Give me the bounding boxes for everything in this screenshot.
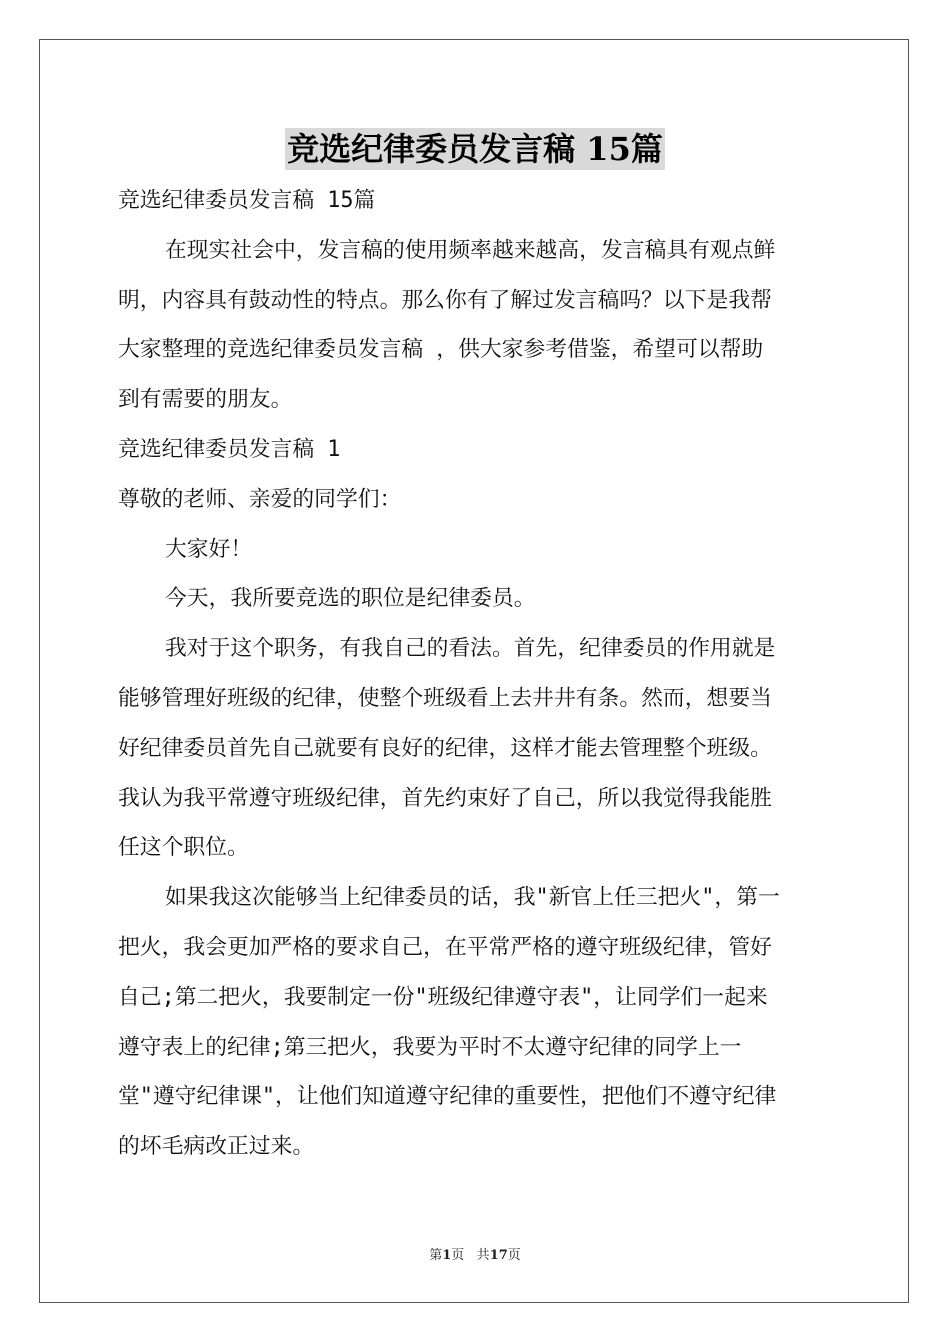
document-title: 竞选纪律委员发言稿 15篇 [287, 130, 663, 168]
body-line: 遵守表上的纪律;第三把火，我要为平时不太遵守纪律的同学上一 [118, 1034, 742, 1060]
document-body [118, 176, 834, 1172]
total-pages: 17 [489, 1248, 508, 1263]
salutation-line: 尊敬的老师、亲爱的同学们： [118, 486, 402, 512]
body-line: 堂"遵守纪律课"，让他们知道遵守纪律的重要性，把他们不遵守纪律 [118, 1084, 777, 1110]
intro-line: 到有需要的朋友。 [118, 387, 293, 413]
intro-line: 大家整理的竞选纪律委员发言稿 ，供大家参考借鉴，希望可以帮助 [118, 337, 764, 363]
body-line: 自己;第二把火，我要制定一份"班级纪律遵守表"，让同学们一起来 [118, 984, 768, 1010]
total-prefix: 共 [476, 1248, 490, 1263]
page-label: 页 [451, 1248, 465, 1263]
body-line: 能够管理好班级的纪律，使整个班级看上去井井有条。然而，想要当 [118, 685, 772, 711]
page-footer [0, 1244, 950, 1263]
body-line: 我认为我平常遵守班级纪律，首先约束好了自己，所以我觉得我能胜 [118, 785, 772, 811]
body-line: 今天，我所要竞选的职位是纪律委员。 [165, 586, 536, 612]
body-line: 把火，我会更加严格的要求自己，在平常严格的遵守班级纪律，管好 [118, 934, 772, 960]
title-container [0, 128, 950, 170]
body-line: 任这个职位。 [118, 835, 249, 861]
total-label: 页 [507, 1248, 521, 1263]
page-number: 1 [442, 1248, 452, 1263]
subtitle-line: 竞选纪律委员发言稿 15篇 [118, 188, 376, 213]
greeting-line: 大家好！ [165, 536, 253, 562]
section-heading: 竞选纪律委员发言稿 1 [118, 436, 341, 462]
body-line: 如果我这次能够当上纪律委员的话，我"新官上任三把火"，第一 [165, 885, 780, 911]
intro-line: 明，内容具有鼓动性的特点。那么你有了解过发言稿吗？以下是我帮 [118, 287, 772, 313]
body-line: 我对于这个职务，有我自己的看法。首先，纪律委员的作用就是 [165, 636, 776, 662]
body-line: 的坏毛病改正过来。 [118, 1134, 315, 1160]
intro-line: 在现实社会中，发言稿的使用频率越来越高，发言稿具有观点鲜 [165, 237, 776, 263]
page-prefix: 第 [429, 1248, 443, 1263]
body-line: 好纪律委员首先自己就要有良好的纪律，这样才能去管理整个班级。 [118, 735, 772, 761]
